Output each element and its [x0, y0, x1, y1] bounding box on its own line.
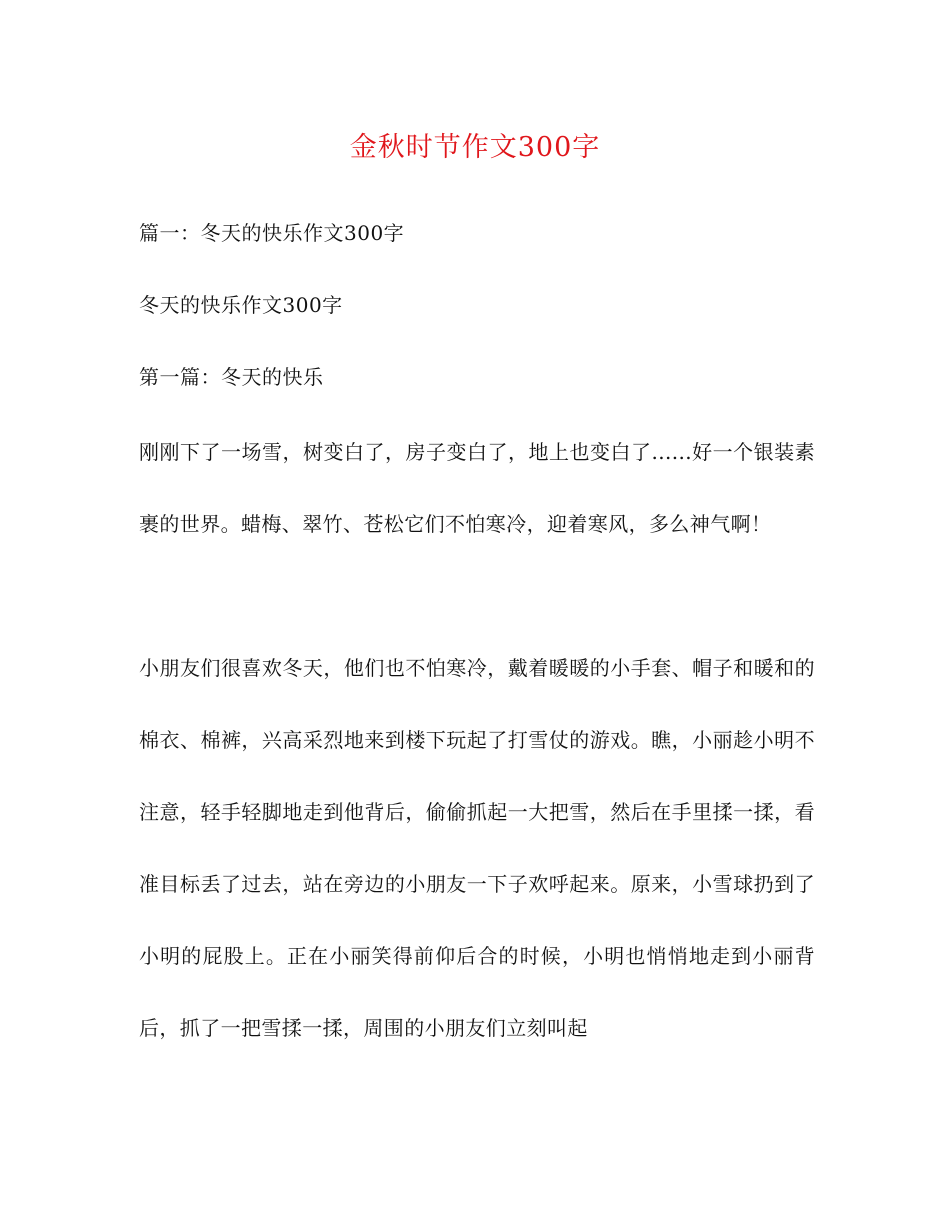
body-paragraph-1: 刚刚下了一场雪，树变白了，房子变白了，地上也变白了......好一个银装素裹的世界。蜡梅、翠竹、苍松它们不怕寒冷，迎着寒风，多么神气啊！	[139, 440, 815, 536]
section-heading: 篇一：冬天的快乐作文300字	[139, 221, 405, 245]
document-title: 金秋时节作文300字	[349, 132, 601, 163]
body-paragraph-2: 小朋友们很喜欢冬天，他们也不怕寒冷，戴着暖暖的小手套、帽子和暖和的棉衣、棉裤，兴高采烈地来到楼下玩起了打雪仗的游戏。瞧，小丽趁小明不注意，轻手轻脚地走到他背后，偷偷抓起一大把雪，然后在手里揉一揉，看准目标丢了过去，站在旁边的小朋友一下子欢呼起来。原来，小雪球扔到了小明的屁股上。正在小丽笑得前仰后合的时候，小明也悄悄地走到小丽背后，抓了一把雪揉一揉，周围的小朋友们立刻叫起	[139, 656, 815, 1040]
article-title: 冬天的快乐作文300字	[139, 293, 343, 317]
chapter-heading: 第一篇：冬天的快乐	[139, 365, 324, 389]
